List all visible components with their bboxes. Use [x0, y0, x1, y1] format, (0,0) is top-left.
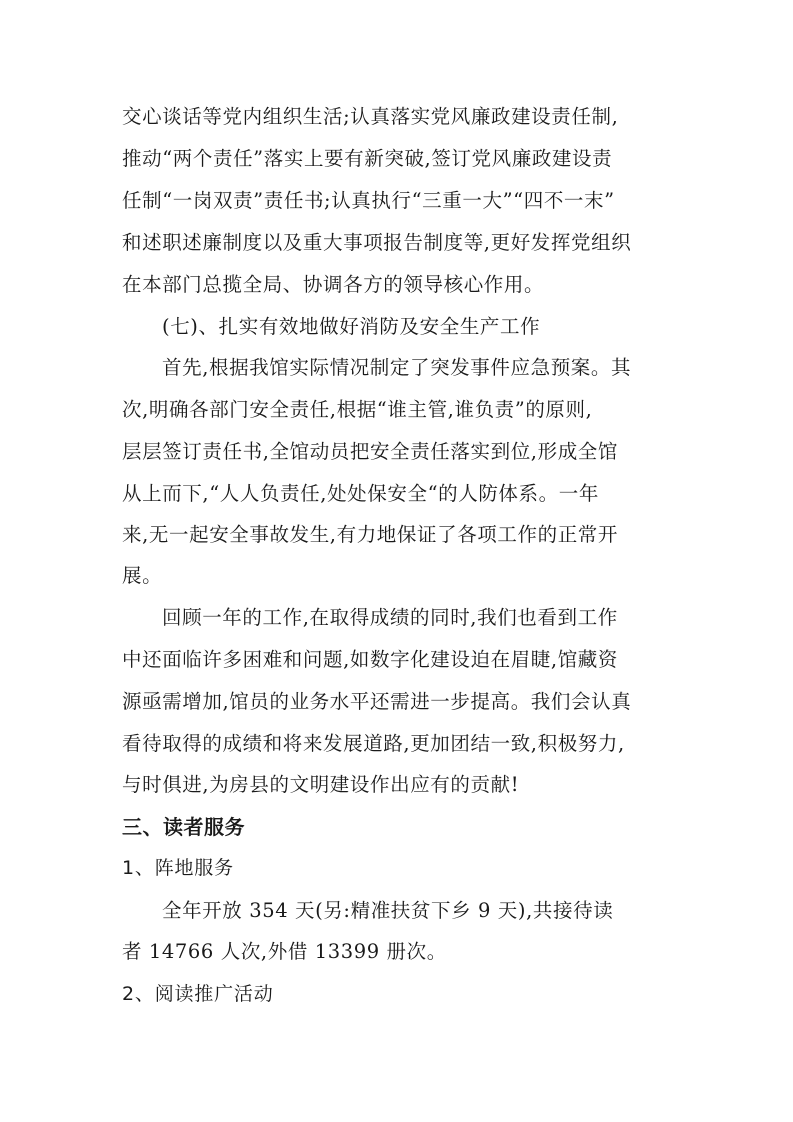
section-7-title: (七)、扎实有效地做好消防及安全生产工作	[162, 315, 541, 338]
paragraph-line: 来,无一起安全事故发生,有力地保证了各项工作的正常开	[122, 523, 618, 546]
paragraph-line: 次,明确各部门安全责任,根据“谁主管,谁负责”的原则,	[122, 398, 593, 421]
paragraph-line: 层层签订责任书,全馆动员把安全责任落实到位,形成全馆	[122, 440, 618, 463]
paragraph-line: 任制“一岗双责”责任书;认真执行“三重一大”“四不一末”	[122, 189, 615, 212]
paragraph-line: 全年开放 354 天(另:精准扶贫下乡 9 天),共接待读	[162, 899, 614, 922]
paragraph-line: 和述职述廉制度以及重大事项报告制度等,更好发挥党组织	[122, 231, 632, 254]
paragraph-line: 交心谈话等党内组织生活;认真落实党风廉政建设责任制,	[122, 105, 619, 128]
item-1-title: 1、阵地服务	[122, 857, 234, 879]
paragraph-line: 从上而下,“人人负责任,处处保安全“的人防体系。一年	[122, 482, 599, 505]
paragraph-line: 回顾一年的工作,在取得成绩的同时,我们也看到工作	[162, 606, 618, 629]
paragraph-line: 推动“两个责任”落实上要有新突破,签订党风廉政建设责	[122, 147, 613, 170]
paragraph-line: 看待取得的成绩和将来发展道路,更加团结一致,积极努力,	[122, 732, 625, 755]
paragraph-line: 首先,根据我馆实际情况制定了突发事件应急预案。其	[162, 356, 632, 379]
paragraph-line: 源亟需增加,馆员的业务水平还需进一步提高。我们会认真	[122, 690, 632, 713]
paragraph-line: 展。	[122, 564, 163, 587]
paragraph-line: 在本部门总揽全局、协调各方的领导核心作用。	[122, 273, 545, 296]
paragraph-line: 中还面临许多困难和问题,如数字化建设迫在眉睫,馆藏资	[122, 648, 618, 671]
paragraph-line: 者 14766 人次,外借 13399 册次。	[122, 940, 447, 963]
item-2-title: 2、阅读推广活动	[122, 983, 274, 1005]
paragraph-line: 与时俱进,为房县的文明建设作出应有的贡献!	[122, 773, 520, 796]
section-3-heading: 三、读者服务	[122, 815, 245, 839]
